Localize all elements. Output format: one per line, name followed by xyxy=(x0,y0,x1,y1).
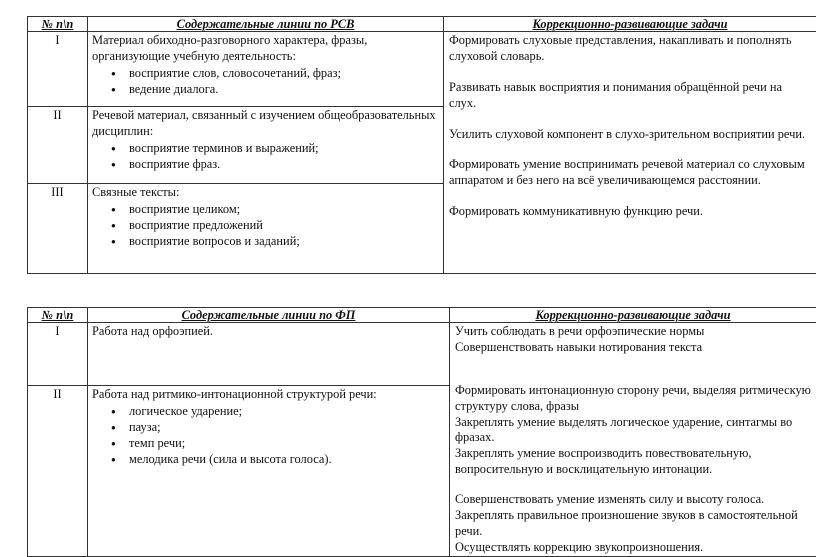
bullet-list xyxy=(92,202,439,250)
content-line-text: Связные тексты: xyxy=(92,185,439,201)
bullet-list xyxy=(92,141,439,173)
task-text: Совершенствовать навыки нотирования текста xyxy=(455,340,812,356)
bullet-list xyxy=(92,404,445,468)
list-item: ● пауза; xyxy=(129,420,445,436)
list-item: ● восприятие вопросов и заданий; xyxy=(129,234,439,250)
list-item: ● восприятие терминов и выражений; xyxy=(129,141,439,157)
header-content-lines: Содержательные линии по ФП xyxy=(88,308,450,323)
header-num: № п\п xyxy=(28,17,88,32)
row-number: III xyxy=(28,184,88,274)
table-rsv xyxy=(27,16,816,274)
content-line-cell xyxy=(88,386,450,556)
header-tasks: Коррекционно-развивающие задачи xyxy=(444,17,816,32)
table-header-row xyxy=(28,308,816,323)
list-item: ● логическое ударение; xyxy=(129,404,445,420)
list-item: ● восприятие предложений xyxy=(129,218,439,234)
list-item: ● темп речи; xyxy=(129,436,445,452)
bullet-list xyxy=(92,66,439,98)
list-item: ● мелодика речи (сила и высота голоса). xyxy=(129,452,445,468)
task-text: Формировать умение воспринимать речевой материал со слуховым аппаратом и без него на всё увеличивающемся расстоянии. xyxy=(449,157,812,189)
row-number: II xyxy=(28,107,88,184)
content-line-cell xyxy=(88,184,444,274)
table-row xyxy=(28,323,816,386)
content-line-text: Материал обиходно-разговорного характера, фразы, организующие учебную деятельность: xyxy=(92,33,439,65)
content-line-cell xyxy=(88,107,444,184)
content-line-text: Речевой материал, связанный с изучением общеобразовательных дисциплин: xyxy=(92,108,439,140)
task-text: Осуществлять коррекцию звукопроизношения. xyxy=(455,540,812,556)
header-tasks: Коррекционно-развивающие задачи xyxy=(450,308,816,323)
content-line-text: Работа над ритмико-интонационной структурой речи: xyxy=(92,387,445,403)
list-item: ● восприятие целиком; xyxy=(129,202,439,218)
task-text: Совершенствовать умение изменять силу и высоту голоса. xyxy=(455,492,812,508)
header-num: № п\п xyxy=(28,308,88,323)
tasks-cell xyxy=(444,32,816,274)
content-line-cell xyxy=(88,323,450,386)
tasks-cell xyxy=(450,323,816,557)
header-content-lines: Содержательные линии по РСВ xyxy=(88,17,444,32)
row-number: I xyxy=(28,32,88,107)
task-text: Формировать слуховые представления, накапливать и пополнять слуховой словарь. xyxy=(449,33,812,65)
content-line-text: Работа над орфоэпией. xyxy=(92,324,445,340)
task-text: Закреплять умение выделять логическое ударение, синтагмы во фразах. xyxy=(455,415,812,447)
row-number: I xyxy=(28,323,88,386)
table-fp xyxy=(27,307,816,557)
task-text: Закреплять правильное произношение звуков в самостоятельной речи. xyxy=(455,508,812,540)
task-text: Усилить слуховой компонент в слухо-зрительном восприятии речи. xyxy=(449,127,812,143)
task-text: Развивать навык восприятия и понимания обращённой речи на слух. xyxy=(449,80,812,112)
row-number: II xyxy=(28,386,88,556)
list-item: ● ведение диалога. xyxy=(129,82,439,98)
task-text: Закреплять умение воспроизводить повествовательную, вопросительную и восклицательную интонации. xyxy=(455,446,812,478)
content-line-cell xyxy=(88,32,444,107)
task-text: Учить соблюдать в речи орфоэпические нормы xyxy=(455,324,812,340)
list-item: ● восприятие фраз. xyxy=(129,157,439,173)
table-header-row xyxy=(28,17,816,32)
task-text: Формировать коммуникативную функцию речи. xyxy=(449,204,812,220)
table-row xyxy=(28,32,816,107)
list-item: ● восприятие слов, словосочетаний, фраз; xyxy=(129,66,439,82)
task-text: Формировать интонационную сторону речи, выделяя ритмическую структуру слова, фразы xyxy=(455,383,812,415)
